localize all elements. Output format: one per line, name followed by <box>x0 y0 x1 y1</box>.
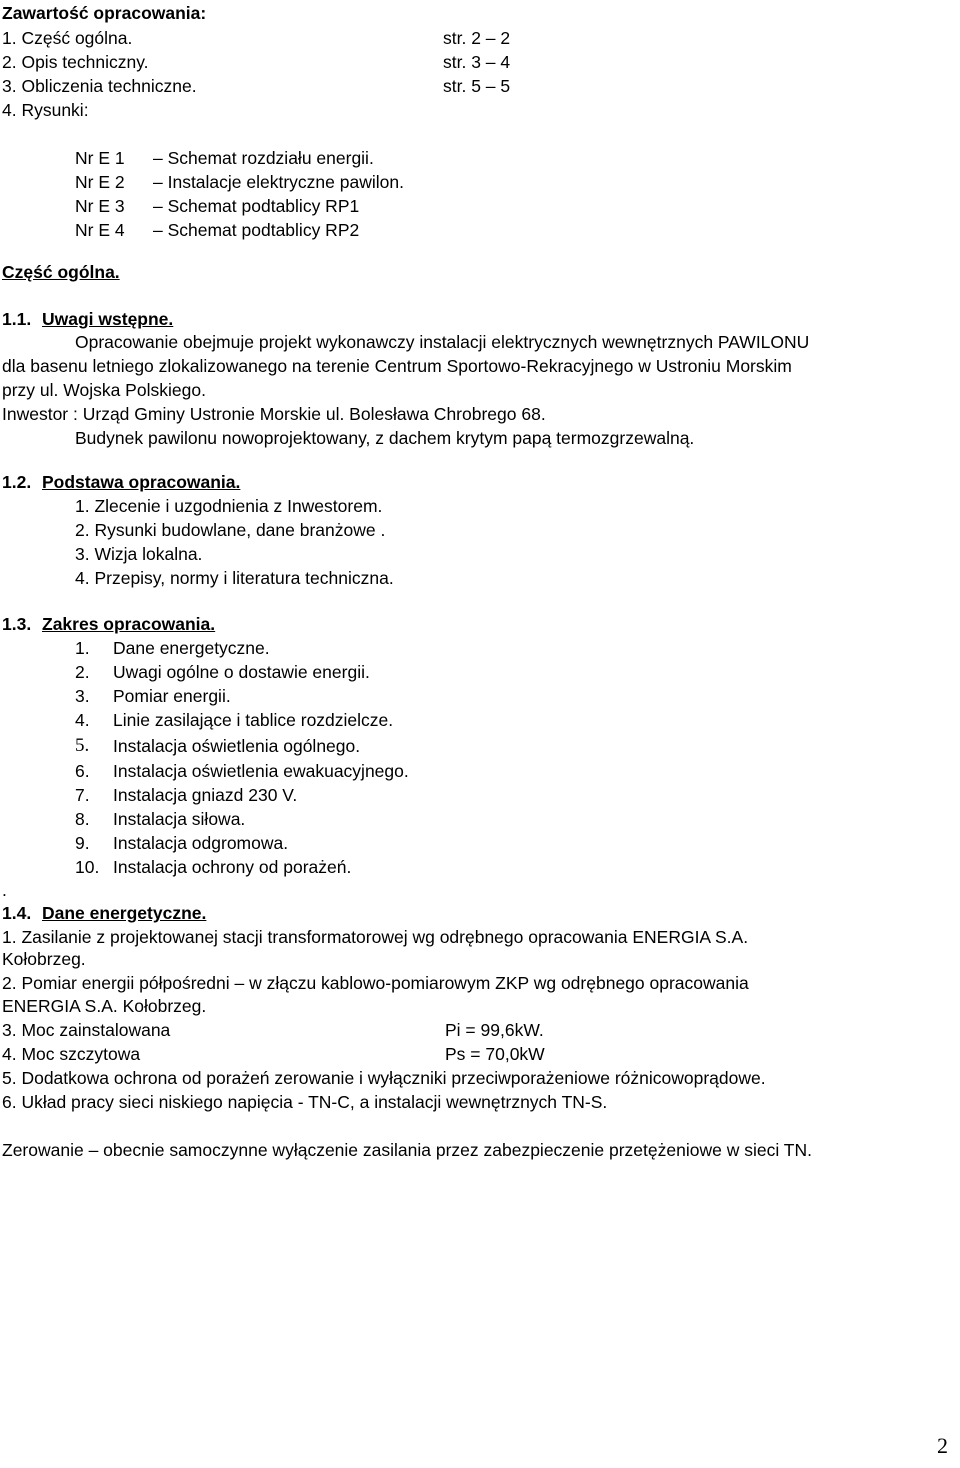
basis-item-1: 1. Zlecenie i uzgodnienia z Inwestorem. <box>75 496 383 516</box>
stray-dot: . <box>2 880 7 900</box>
scope-item-3-text: Pomiar energii. <box>113 686 231 706</box>
scope-item-9-text: Instalacja odgromowa. <box>113 833 289 853</box>
scope-item-6-text: Instalacja oświetlenia ewakuacyjnego. <box>113 761 409 781</box>
energy-item-3-value: Pi = 99,6kW. <box>445 1020 544 1040</box>
basis-item-4: 4. Przepisy, normy i literatura techniczna. <box>75 568 394 588</box>
basis-item-2: 2. Rysunki budowlane, dane branżowe . <box>75 520 386 540</box>
energy-item-5: 5. Dodatkowa ochrona od porażeń zerowanie i wyłączniki przeciwporażeniowe różnicowoprądowe. <box>2 1068 766 1088</box>
section-1-3-number: 1.3. <box>2 614 32 634</box>
drawing-4-number: Nr E 4 <box>75 220 125 240</box>
scope-item-7-text: Instalacja gniazd 230 V. <box>113 785 298 805</box>
section-1-4-title: Dane energetyczne. <box>42 903 207 923</box>
basis-item-3: 3. Wizja lokalna. <box>75 544 203 564</box>
scope-item-1-text: Dane energetyczne. <box>113 638 270 658</box>
scope-item-5-text: Instalacja oświetlenia ogólnego. <box>113 736 361 756</box>
scope-item-2-text: Uwagi ogólne o dostawie energii. <box>113 662 370 682</box>
contents-item-1-pages: str. 2 – 2 <box>443 28 511 48</box>
energy-item-1: 1. Zasilanie z projektowanej stacji transformatorowej wg odrębnego opracowania ENERGIA S.A. <box>2 927 749 947</box>
contents-item-4: 4. Rysunki: <box>2 100 89 120</box>
section-heading-general: Część ogólna. <box>2 262 120 282</box>
contents-item-2-pages: str. 3 – 4 <box>443 52 511 72</box>
scope-item-1-number: 1. <box>75 638 90 658</box>
scope-item-4-text: Linie zasilające i tablice rozdzielcze. <box>113 710 394 730</box>
scope-item-7-number: 7. <box>75 785 90 805</box>
section-1-3-title: Zakres opracowania. <box>42 614 216 634</box>
drawing-3-number: Nr E 3 <box>75 196 125 216</box>
scope-item-5-number: 5. <box>75 735 90 756</box>
drawing-1-number: Nr E 1 <box>75 148 125 168</box>
drawing-2-title: – Instalacje elektryczne pawilon. <box>153 172 404 192</box>
section-1-1-number: 1.1. <box>2 309 32 329</box>
scope-item-10-text: Instalacja ochrony od porażeń. <box>113 857 352 877</box>
paragraph-line-1: Opracowanie obejmuje projekt wykonawczy instalacji elektrycznych wewnętrznych PAWILONU <box>75 332 810 352</box>
scope-item-10-number: 10. <box>75 857 100 877</box>
energy-item-3-label: 3. Moc zainstalowana <box>2 1020 171 1040</box>
energy-item-2: 2. Pomiar energii półpośredni – w złączu kablowo-pomiarowym ZKP wg odrębnego opracowania <box>2 973 749 993</box>
grounding-note: Zerowanie – obecnie samoczynne wyłączenie zasilania przez zabezpieczenie przetężeniowe w sieci TN. <box>2 1140 812 1160</box>
paragraph-line-2: dla basenu letniego zlokalizowanego na terenie Centrum Sportowo-Rekracyjnego w Ustroniu Morskim <box>2 356 792 376</box>
scope-item-9-number: 9. <box>75 833 90 853</box>
scope-item-3-number: 3. <box>75 686 90 706</box>
contents-item-1: 1. Część ogólna. <box>2 28 133 48</box>
section-1-2-title: Podstawa opracowania. <box>42 472 241 492</box>
scope-item-2-number: 2. <box>75 662 90 682</box>
paragraph-line-3: przy ul. Wojska Polskiego. <box>2 380 206 400</box>
contents-item-3: 3. Obliczenia techniczne. <box>2 76 197 96</box>
contents-item-2: 2. Opis techniczny. <box>2 52 149 72</box>
section-1-2-number: 1.2. <box>2 472 32 492</box>
page-number: 2 <box>937 1433 948 1458</box>
contents-heading: Zawartość opracowania: <box>2 3 207 23</box>
scope-item-8-text: Instalacja siłowa. <box>113 809 246 829</box>
energy-item-4-label: 4. Moc szczytowa <box>2 1044 141 1064</box>
section-1-4-number: 1.4. <box>2 903 32 923</box>
drawing-3-title: – Schemat podtablicy RP1 <box>153 196 360 216</box>
energy-item-6: 6. Układ pracy sieci niskiego napięcia - TN-C, a instalacji wewnętrznych TN-S. <box>2 1092 608 1112</box>
investor-line: Inwestor : Urząd Gminy Ustronie Morskie ul. Bolesława Chrobrego 68. <box>2 404 546 424</box>
drawing-2-number: Nr E 2 <box>75 172 125 192</box>
contents-item-3-pages: str. 5 – 5 <box>443 76 511 96</box>
building-line: Budynek pawilonu nowoprojektowany, z dachem krytym papą termozgrzewalną. <box>75 428 695 448</box>
drawing-4-title: – Schemat podtablicy RP2 <box>153 220 360 240</box>
scope-item-4-number: 4. <box>75 710 90 730</box>
scope-item-6-number: 6. <box>75 761 90 781</box>
energy-item-1-cont: Kołobrzeg. <box>2 949 86 969</box>
drawing-1-title: – Schemat rozdziału energii. <box>153 148 374 168</box>
energy-item-2-cont: ENERGIA S.A. Kołobrzeg. <box>2 996 207 1016</box>
energy-item-4-value: Ps = 70,0kW <box>445 1044 545 1064</box>
scope-item-8-number: 8. <box>75 809 90 829</box>
section-1-1-title: Uwagi wstępne. <box>42 309 174 329</box>
